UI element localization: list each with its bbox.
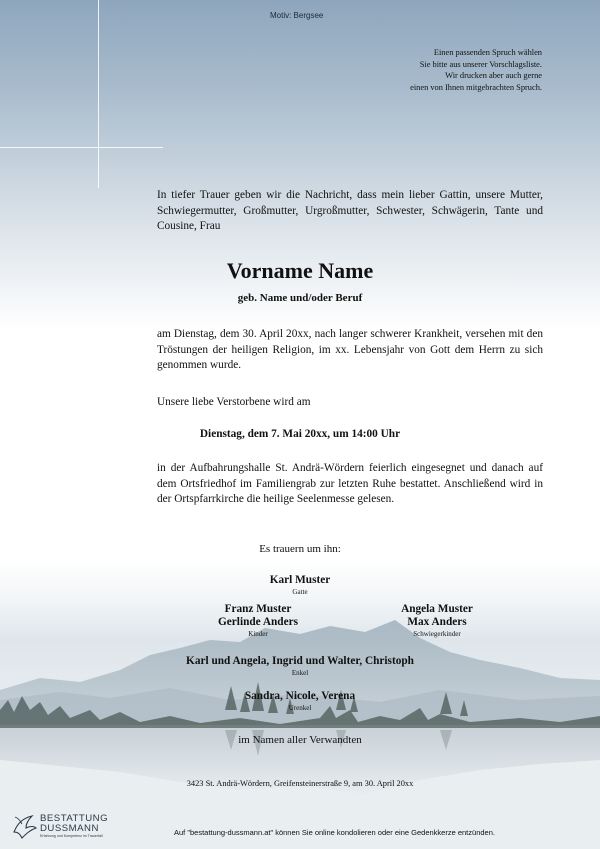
mourner-grandchildren [0,655,600,678]
address-line: 3423 St. Andrä-Wördern, Greifensteinerstraße 9, am 30. April 20xx [186,779,414,788]
intro-text: In tiefer Trauer geben wir die Nachricht, dass mein lieber Gattin, unsere Mutter, Schwiegermutter, Großmutter, Urgroßmutter, Schwester, Schwägerin, Tante und Cousine, Frau [157,189,543,233]
logo-line1: BESTATTUNG [40,813,109,824]
dove-logo-icon [10,810,38,842]
mourner-name: Karl und Angela, Ingrid und Walter, Christoph [186,655,414,667]
mourner-name: Sandra, Nicole, Verena [244,690,356,702]
motif-label: Motiv: Bergsee [270,11,324,20]
deceased-intro-text: Unsere liebe Verstorbene wird am [157,396,311,408]
mourner-role: Gatte [292,588,308,596]
mourner-role: Kinder [248,630,268,638]
logo-tagline: Erfahrung und Kompetenz im Trauerfall [40,834,103,838]
footer-note: Auf "bestattung-dussmann.at" können Sie online kondolieren oder eine Gedenkkerze entzünden. [174,828,495,837]
saying-line: Wir drucken aber auch gerne [445,71,542,80]
mourner-name: Gerlinde Anders [217,616,299,628]
mourner-spouse [0,574,600,597]
relatives-line: im Namen aller Verwandten [238,734,362,746]
cross-vertical-line [98,0,99,188]
mourner-role: Enkel [291,669,309,677]
mourner-children [158,603,358,639]
saying-line: Sie bitte aus unserer Vorschlagsliste. [419,59,542,69]
logo-line2: DUSSMANN [40,823,99,834]
ceremony-date: Dienstag, dem 7. Mai 20xx, um 14:00 Uhr [199,428,401,440]
saying-line: einen von Ihnen mitgebrachten Spruch. [410,82,542,92]
mourner-name: Karl Muster [269,574,331,586]
cross-horizontal-line [0,147,163,148]
deceased-subtitle: geb. Name und/oder Beruf [237,292,363,304]
mourner-role: Urenkel [288,704,312,712]
mourner-name: Angela Muster [401,603,473,615]
company-logo-text [40,814,108,834]
mourner-role: Schwiegerkinder [413,630,461,638]
mourner-great-grandchildren [0,690,600,713]
mourner-children-in-law [337,603,537,639]
saying-line: Einen passenden Spruch wählen [433,48,542,57]
ceremony-text: in der Aufbahrungshalle St. Andrä-Wördern feierlich eingesegnet und danach auf dem Ortsfriedhof im Familiengrab zur letzten Ruhe bestattet. Anschließend wird in der Ortspfarrkirche die heilige Seelenmesse gelesen. [157,462,543,506]
saying-placeholder [302,47,542,93]
death-text: am Dienstag, dem 30. April 20xx, nach langer schwerer Krankheit, versehen mit den Tröstungen der heiligen Religion, im xx. Lebensjahr von Gott dem Herrn zu sich genommen wurde. [157,328,543,372]
mourner-name: Franz Muster [224,603,292,615]
deceased-name: Vorname Name [226,258,374,283]
mourner-name: Max Anders [407,616,467,628]
mourners-intro: Es trauern um ihn: [259,543,341,555]
